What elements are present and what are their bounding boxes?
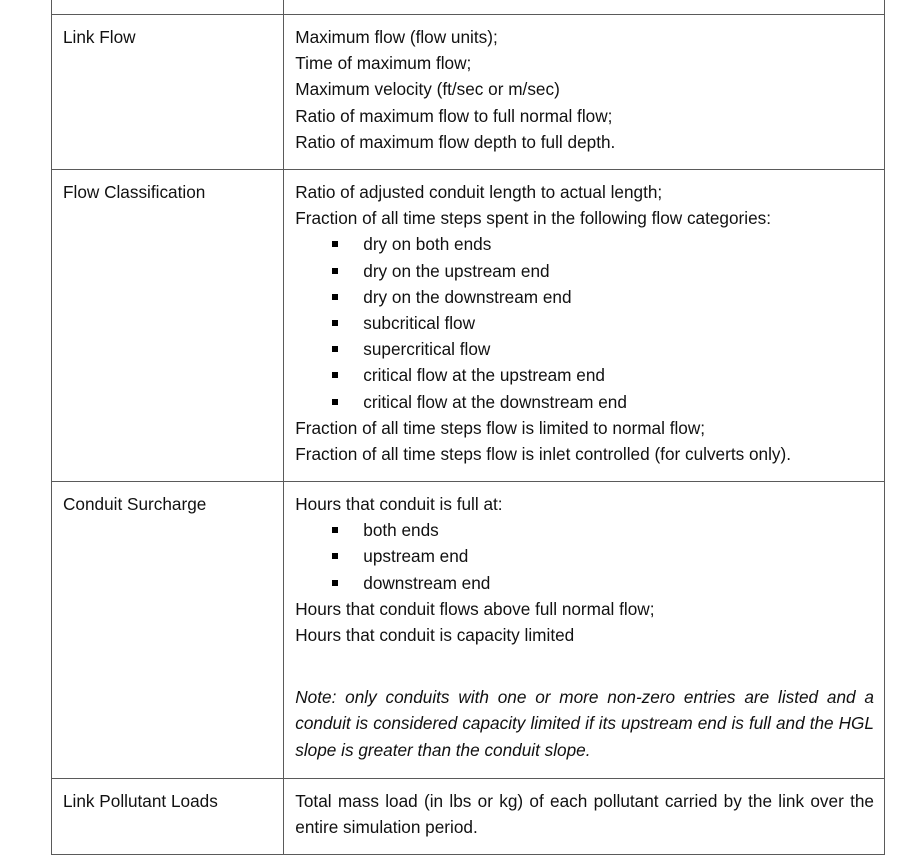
description-line: Fraction of all time steps flow is inlet controlled (for culverts only). [295,444,792,465]
description-line: Hours that conduit is capacity limited [295,625,575,646]
description-line: Maximum flow (flow units); [295,27,498,47]
table-row-link-flow [52,15,885,170]
square-bullet-icon [332,372,338,378]
description-line: Fraction of all time steps spent in the following flow categories: [295,208,772,229]
square-bullet-icon [332,241,338,247]
square-bullet-icon [332,553,338,559]
description-line: Ratio of maximum flow depth to full depth. [295,131,616,152]
description-line: Ratio of adjusted conduit length to actual length; [295,182,663,202]
list-item-text: dry on both ends [363,234,492,255]
table-cell-empty-left [52,0,284,15]
square-bullet-icon [332,527,338,533]
link-results-table [51,0,885,855]
row-label-flow-classification: Flow Classification [63,182,206,202]
pollutant-load-description: Total mass load (in lbs or kg) of each pollutant carried by the link over the entire simulation period. [295,791,874,838]
list-item-text: dry on the downstream end [363,286,572,307]
description-line: Fraction of all time steps flow is limited to normal flow; [295,417,706,438]
row-description-cell [284,170,885,482]
row-label-conduit-surcharge: Conduit Surcharge [63,494,207,514]
row-description-cell [284,482,885,779]
list-item [295,231,874,257]
description-line: Hours that conduit is full at: [295,494,503,514]
list-item [295,310,874,336]
table-row-conduit-surcharge [52,482,885,779]
table-row-link-pollutant-loads [52,779,885,855]
table-row-flow-classification [52,170,885,482]
row-label-cell [52,15,284,170]
square-bullet-icon [332,294,338,300]
list-item-text: subcritical flow [363,313,476,334]
list-item-text: downstream end [363,572,491,593]
square-bullet-icon [332,346,338,352]
square-bullet-icon [332,268,338,274]
list-item [295,284,874,310]
list-item-text: both ends [363,520,439,541]
list-item [295,389,874,415]
table-row-top-edge [52,0,885,15]
list-item [295,543,874,569]
square-bullet-icon [332,580,338,586]
row-label-link-flow: Link Flow [63,27,136,47]
list-item [295,258,874,284]
row-label-link-pollutant-loads: Link Pollutant Loads [63,791,218,811]
description-line: Maximum velocity (ft/sec or m/sec) [295,79,560,100]
list-item-text: critical flow at the upstream end [363,365,605,386]
list-item-text: supercritical flow [363,339,491,360]
row-label-cell [52,482,284,779]
table-cell-empty-right [284,0,885,15]
square-bullet-icon [332,320,338,326]
capacity-limited-note: Note: only conduits with one or more non-zero entries are listed and a conduit is considered capacity limited if its upstream end is full and the HGL slope is greater than the conduit slope. [295,687,874,760]
row-description-cell [284,779,885,855]
description-line: Time of maximum flow; [295,53,472,74]
row-label-cell [52,779,284,855]
list-item [295,362,874,388]
surcharge-location-list [295,517,874,596]
description-line: Hours that conduit flows above full normal flow; [295,598,655,619]
list-item-text: critical flow at the downstream end [363,391,627,412]
row-description-cell [284,15,885,170]
list-item [295,336,874,362]
flow-category-list [295,231,874,414]
description-line: Ratio of maximum flow to full normal flow; [295,105,613,126]
list-item-text: upstream end [363,546,469,567]
square-bullet-icon [332,399,338,405]
list-item [295,570,874,596]
row-label-cell [52,170,284,482]
list-item [295,517,874,543]
list-item-text: dry on the upstream end [363,260,550,281]
